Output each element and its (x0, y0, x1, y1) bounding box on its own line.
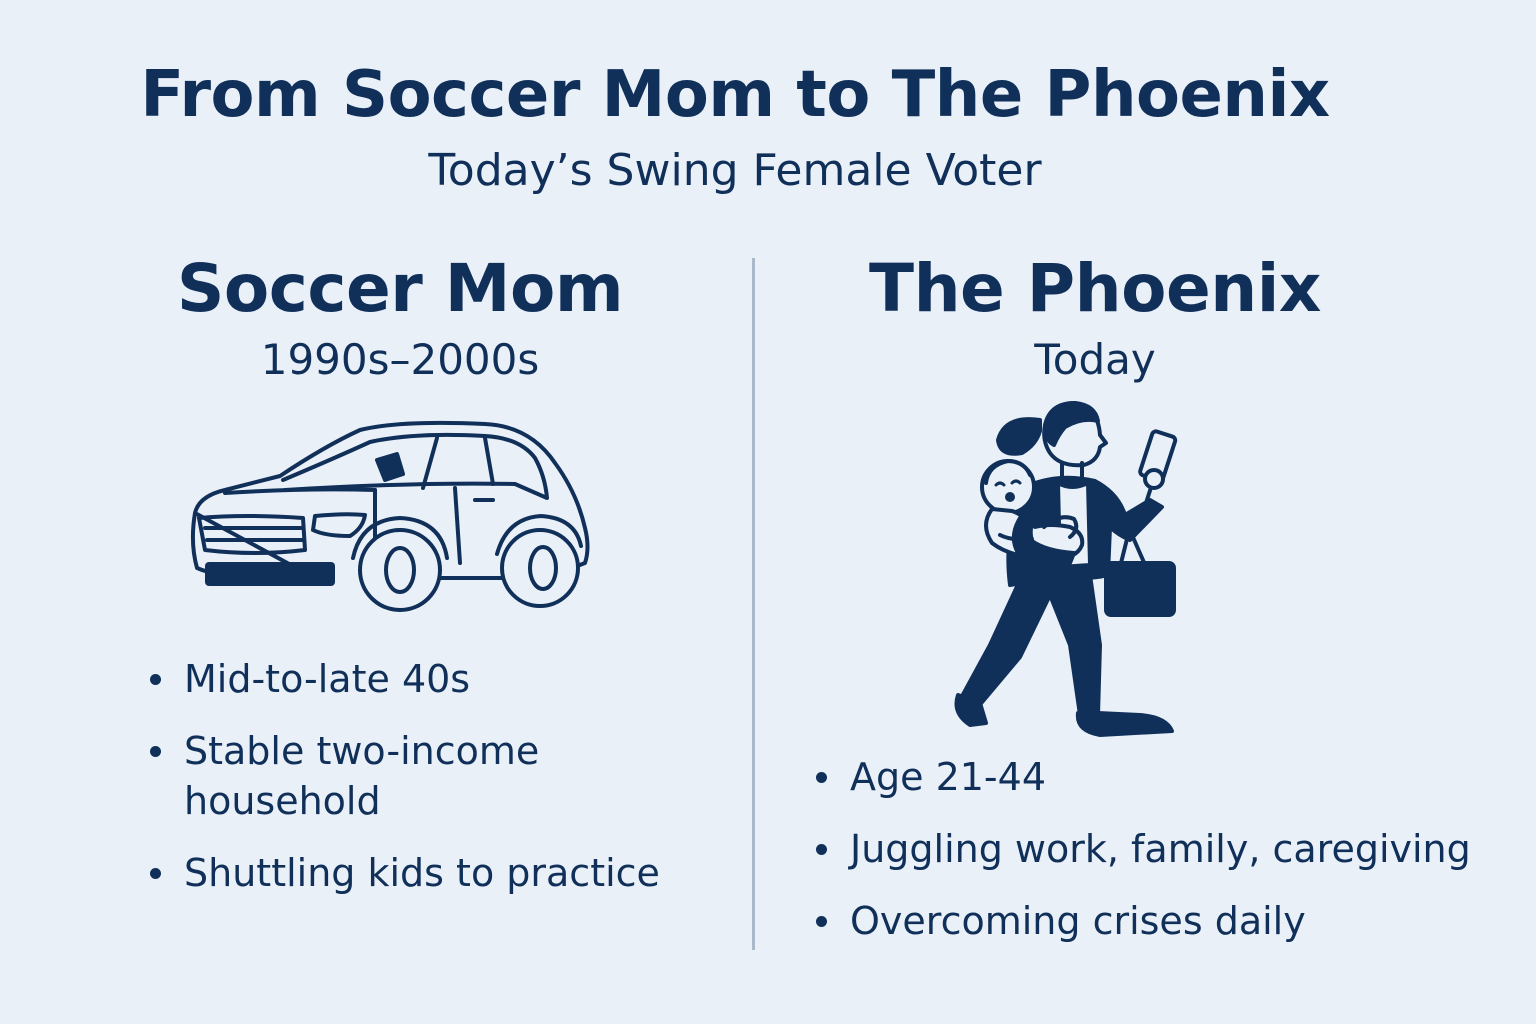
soccer-mom-era: 1990s–2000s (260, 335, 540, 384)
list-item: Overcoming crises daily (816, 896, 1471, 946)
page-title: From Soccer Mom to The Phoenix (140, 58, 1330, 132)
phoenix-era: Today (1034, 335, 1156, 384)
soccer-mom-traits (150, 654, 660, 898)
list-item: Juggling work, family, caregiving (816, 824, 1471, 874)
soccer-mom-title: Soccer Mom (176, 250, 624, 327)
list-item: Age 21-44 (816, 752, 1471, 802)
minivan-icon (185, 418, 595, 618)
list-item: Mid-to-late 40s (150, 654, 660, 704)
phoenix-traits (816, 752, 1471, 946)
list-item: Stable two-income household (150, 726, 604, 826)
page-subtitle: Today’s Swing Female Voter (428, 145, 1042, 196)
list-item: Shuttling kids to practice (150, 848, 660, 898)
column-divider (752, 258, 755, 950)
phoenix-title: The Phoenix (869, 250, 1321, 327)
woman-walking-with-baby-and-phone-icon (950, 395, 1190, 740)
